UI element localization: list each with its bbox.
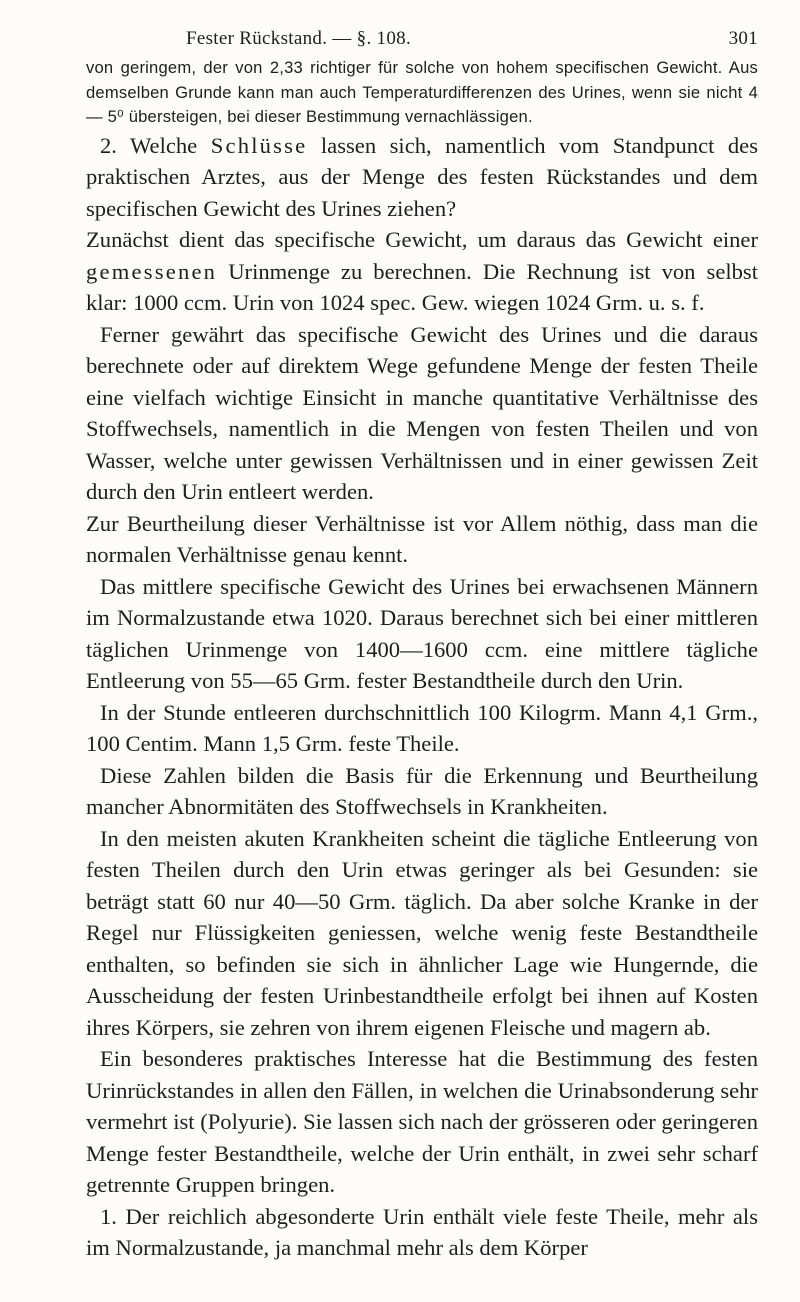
paragraph-group-1: 1. Der reichlich abgesonderte Urin enthält viele feste Theile, mehr als im Normalzustande, ja manchmal mehr als dem Körper [86, 1203, 758, 1261]
paragraph-polyuria: Ein besonderes praktisches Interesse hat die Bestimmung des festen Urinrückstandes in allen den Fällen, in welchen die Urinabsonderung sehr vermehrt ist (Polyurie). Sie lassen sich nach der grösseren oder geringeren Menge fester Bestandtheile, welche der Urin enthält, in zwei sehr scharf getrennte Gruppen bringen. [86, 1046, 758, 1198]
emphasis-gemessenen: gemessenen [86, 258, 218, 284]
emphasis-schluesse: Schlüsse [210, 132, 308, 158]
paragraph-acute-diseases: In den meisten akuten Krankheiten scheint die tägliche Entleerung von festen Theilen durch den Urin etwas geringer als bei Gesunden: sie beträgt statt 60 nur 40—50 Grm. täglich. Da aber solche Kranke in der Regel nur Flüssigkeiten geniessen, welche wenig feste Bestandtheile enthalten, so befinden sie sich in ähnlicher Lage wie Hungernde, die Ausscheidung der festen Urinbestandtheile erfolgt bei ihnen auf Kosten ihres Körpers, sie zehren von ihrem eigenen Fleische und magern ab. [86, 825, 758, 1040]
question-number: 2. Welche [100, 132, 211, 158]
paragraph-metabolism: Ferner gewährt das specifische Gewicht des Urines und die daraus berechnete oder auf direktem Wege gefundene Menge der festen Theile eine vielfach wichtige Einsicht in manche quantitative Verhältnisse des Stoffwechsels, namentlich in die Mengen von festen Theilen und von Wasser, welche unter gewissen Verhältnissen und in einer gewissen Zeit durch den Urin entleert werden. [86, 321, 758, 505]
paragraph-basis: Diese Zahlen bilden die Basis für die Erkennung und Beurtheilung mancher Abnormitäten des Stoffwechsels in Krankheiten. [86, 762, 758, 820]
question-text: lassen sich, namentlich vom Standpunct des praktischen Arztes, aus der Menge des festen Rückstandes und dem specifischen Gewicht des Urines ziehen? [86, 132, 758, 221]
paragraph-question-2 [86, 130, 758, 225]
paragraph-normal-values: Das mittlere specifische Gewicht des Urines bei erwachsenen Männern im Normalzustande etwa 1020. Daraus berechnet sich bei einer mittleren täglichen Urinmenge von 1400—1600 ccm. eine mittlere tägliche Entleerung von 55—65 Grm. fester Bestandtheile durch den Urin. [86, 573, 758, 694]
paragraph-hourly-output: In der Stunde entleeren durchschnittlich 100 Kilogrm. Mann 4,1 Grm., 100 Centim. Mann 1,5 Grm. feste Theile. [86, 699, 758, 757]
text-segment: Zunächst dient das specifische Gewicht, um daraus das Gewicht einer [86, 227, 758, 253]
paragraph-specific-gravity [86, 224, 758, 319]
running-title: Fester Rückstand. — §. 108. [186, 28, 411, 49]
paragraph-assessment: Zur Beurtheilung dieser Verhältnisse ist vor Allem nöthig, dass man die normalen Verhältnisse genau kennt. [86, 510, 758, 568]
running-head [86, 20, 758, 54]
paragraph-continuation: von geringem, der von 2,33 richtiger für solche von hohem specifischen Gewicht. Aus demselben Grunde kann man auch Temperaturdifferenzen des Urines, wenn sie nicht 4 — 5⁰ übersteigen, bei dieser Bestimmung vernachlässigen. [86, 58, 758, 127]
page-number: 301 [728, 28, 758, 49]
text-segment: Urinmenge zu berechnen. Die Rechnung ist von selbst klar: 1000 ccm. Urin von 1024 spec. Gew. wiegen 1024 Grm. u. s. f. [86, 258, 758, 316]
